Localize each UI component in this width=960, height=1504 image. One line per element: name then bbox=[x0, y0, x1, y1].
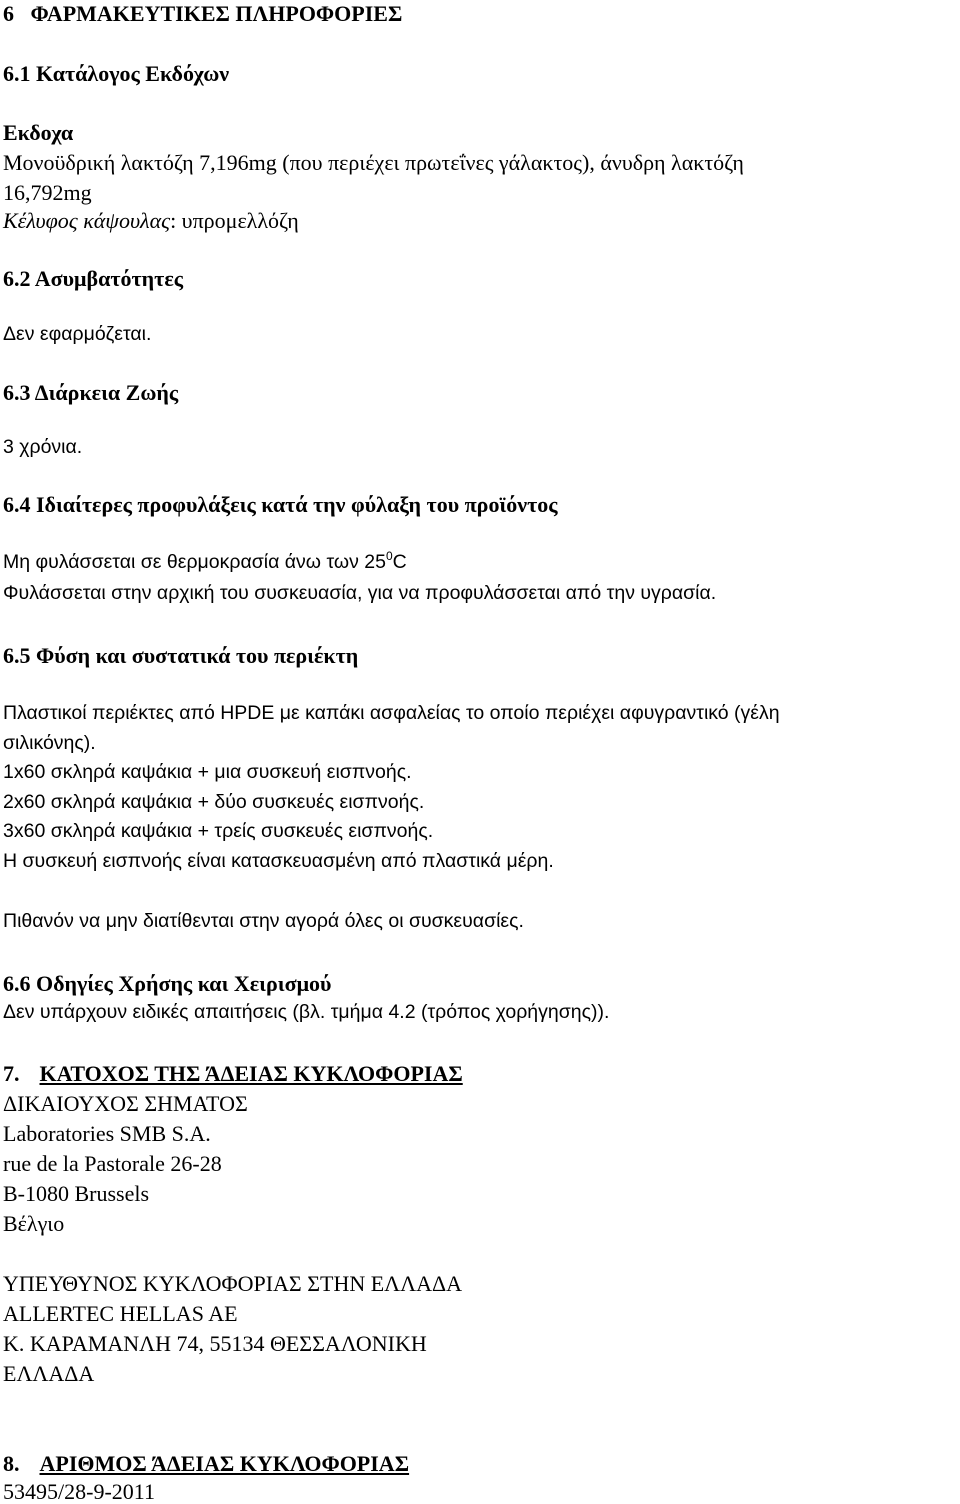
section-6-title: 6 ΦΑΡΜΑΚΕΥΤΙΚΕΣ ΠΛΗΡΟΦΟΡΙΕΣ bbox=[3, 1, 403, 26]
shelf-life-text: 3 χρόνια. bbox=[3, 436, 83, 458]
section-6-1-title: 6.1 Κατάλογος Εκδόχων bbox=[3, 61, 230, 86]
section-6-5-title: 6.5 Φύση και συστατικά του περιέκτη bbox=[3, 643, 359, 668]
trademark-holder-city: B-1080 Brussels bbox=[3, 1181, 150, 1206]
local-representative-street: Κ. ΚΑΡΑΜΑΝΛΗ 74, 55134 ΘΕΣΣΑΛΟΝΙΚΗ bbox=[3, 1331, 427, 1356]
excipients-subtitle: Εκδοχα bbox=[3, 120, 74, 145]
handling-text: Δεν υπάρχουν ειδικές απαιτήσεις (βλ. τμήμα 4.2 (τρόπος χορήγησης)). bbox=[3, 1001, 610, 1023]
section-8-number: 8. bbox=[3, 1451, 20, 1476]
local-representative-country: ΕΛΛΑΔΑ bbox=[3, 1361, 95, 1386]
container-line-2: σιλικόνης). bbox=[3, 732, 96, 754]
capsule-shell-line bbox=[3, 210, 299, 232]
container-line-3: 1x60 σκληρά καψάκια + μια συσκευή εισπνοής. bbox=[3, 761, 412, 783]
section-6-2-title: 6.2 Ασυμβατότητες bbox=[3, 266, 183, 291]
section-7-heading: ΚΑΤΟΧΟΣ ΤΗΣ ΆΔΕΙΑΣ ΚΥΚΛΟΦΟΡΙΑΣ bbox=[39, 1061, 463, 1086]
trademark-holder-street: rue de la Pastorale 26-28 bbox=[3, 1151, 222, 1176]
container-line-7: Πιθανόν να μην διατίθενται στην αγορά όλες οι συσκευασίες. bbox=[3, 910, 524, 932]
container-line-1: Πλαστικοί περιέκτες από HPDE με καπάκι ασφαλείας το οποίο περιέχει αφυγραντικό (γέλη bbox=[3, 702, 780, 724]
container-line-4: 2x60 σκληρά καψάκια + δύο συσκευές εισπνοής. bbox=[3, 791, 425, 813]
authorisation-number: 53495/28-9-2011 bbox=[3, 1479, 155, 1504]
section-8-title bbox=[3, 1453, 409, 1475]
trademark-holder-label: ΔΙΚΑΙΟΥΧΟΣ ΣΗΜΑΤΟΣ bbox=[3, 1091, 248, 1116]
capsule-shell-value: : υπρομελλόζη bbox=[170, 208, 299, 233]
excipients-line-1: Μονοϋδρική λακτόζη 7,196mg (που περιέχει πρωτεΐνες γάλακτος), άνυδρη λακτόζη bbox=[3, 150, 744, 175]
container-line-6: Η συσκευή εισπνοής είναι κατασκευασμένη από πλαστικά μέρη. bbox=[3, 850, 554, 872]
excipients-line-2: 16,792mg bbox=[3, 180, 92, 205]
storage-line-1-unit: C bbox=[392, 551, 407, 573]
capsule-shell-label: Κέλυφος κάψουλας bbox=[3, 208, 171, 233]
storage-line-1-text: Μη φυλάσσεται σε θερμοκρασία άνω των 25 bbox=[3, 551, 386, 573]
local-representative-name: ALLERTEC HELLAS AE bbox=[3, 1301, 238, 1326]
section-6-6-title: 6.6 Οδηγίες Χρήσης και Χειρισμού bbox=[3, 971, 332, 996]
storage-line-2: Φυλάσσεται στην αρχική του συσκευασία, για να προφυλάσσεται από την υγρασία. bbox=[3, 582, 717, 604]
section-6-4-title: 6.4 Ιδιαίτερες προφυλάξεις κατά την φύλαξη του προϊόντος bbox=[3, 492, 558, 517]
storage-line-1 bbox=[3, 549, 407, 573]
incompatibilities-text: Δεν εφαρμόζεται. bbox=[3, 323, 152, 345]
container-line-5: 3x60 σκληρά καψάκια + τρείς συσκευές εισπνοής. bbox=[3, 820, 434, 842]
local-representative-label: ΥΠΕΥΘΥΝΟΣ ΚΥΚΛΟΦΟΡΙΑΣ ΣΤΗΝ ΕΛΛΑΔΑ bbox=[3, 1271, 463, 1296]
section-8-heading: ΑΡΙΘΜΟΣ ΆΔΕΙΑΣ ΚΥΚΛΟΦΟΡΙΑΣ bbox=[39, 1451, 410, 1476]
degree-superscript: 0 bbox=[385, 549, 393, 563]
section-6-3-title: 6.3 Διάρκεια Ζωής bbox=[3, 380, 179, 405]
trademark-holder-country: Βέλγιο bbox=[3, 1211, 65, 1236]
trademark-holder-name: Laboratories SMB S.A. bbox=[3, 1121, 211, 1146]
section-7-number: 7. bbox=[3, 1061, 20, 1086]
section-7-title bbox=[3, 1063, 463, 1085]
